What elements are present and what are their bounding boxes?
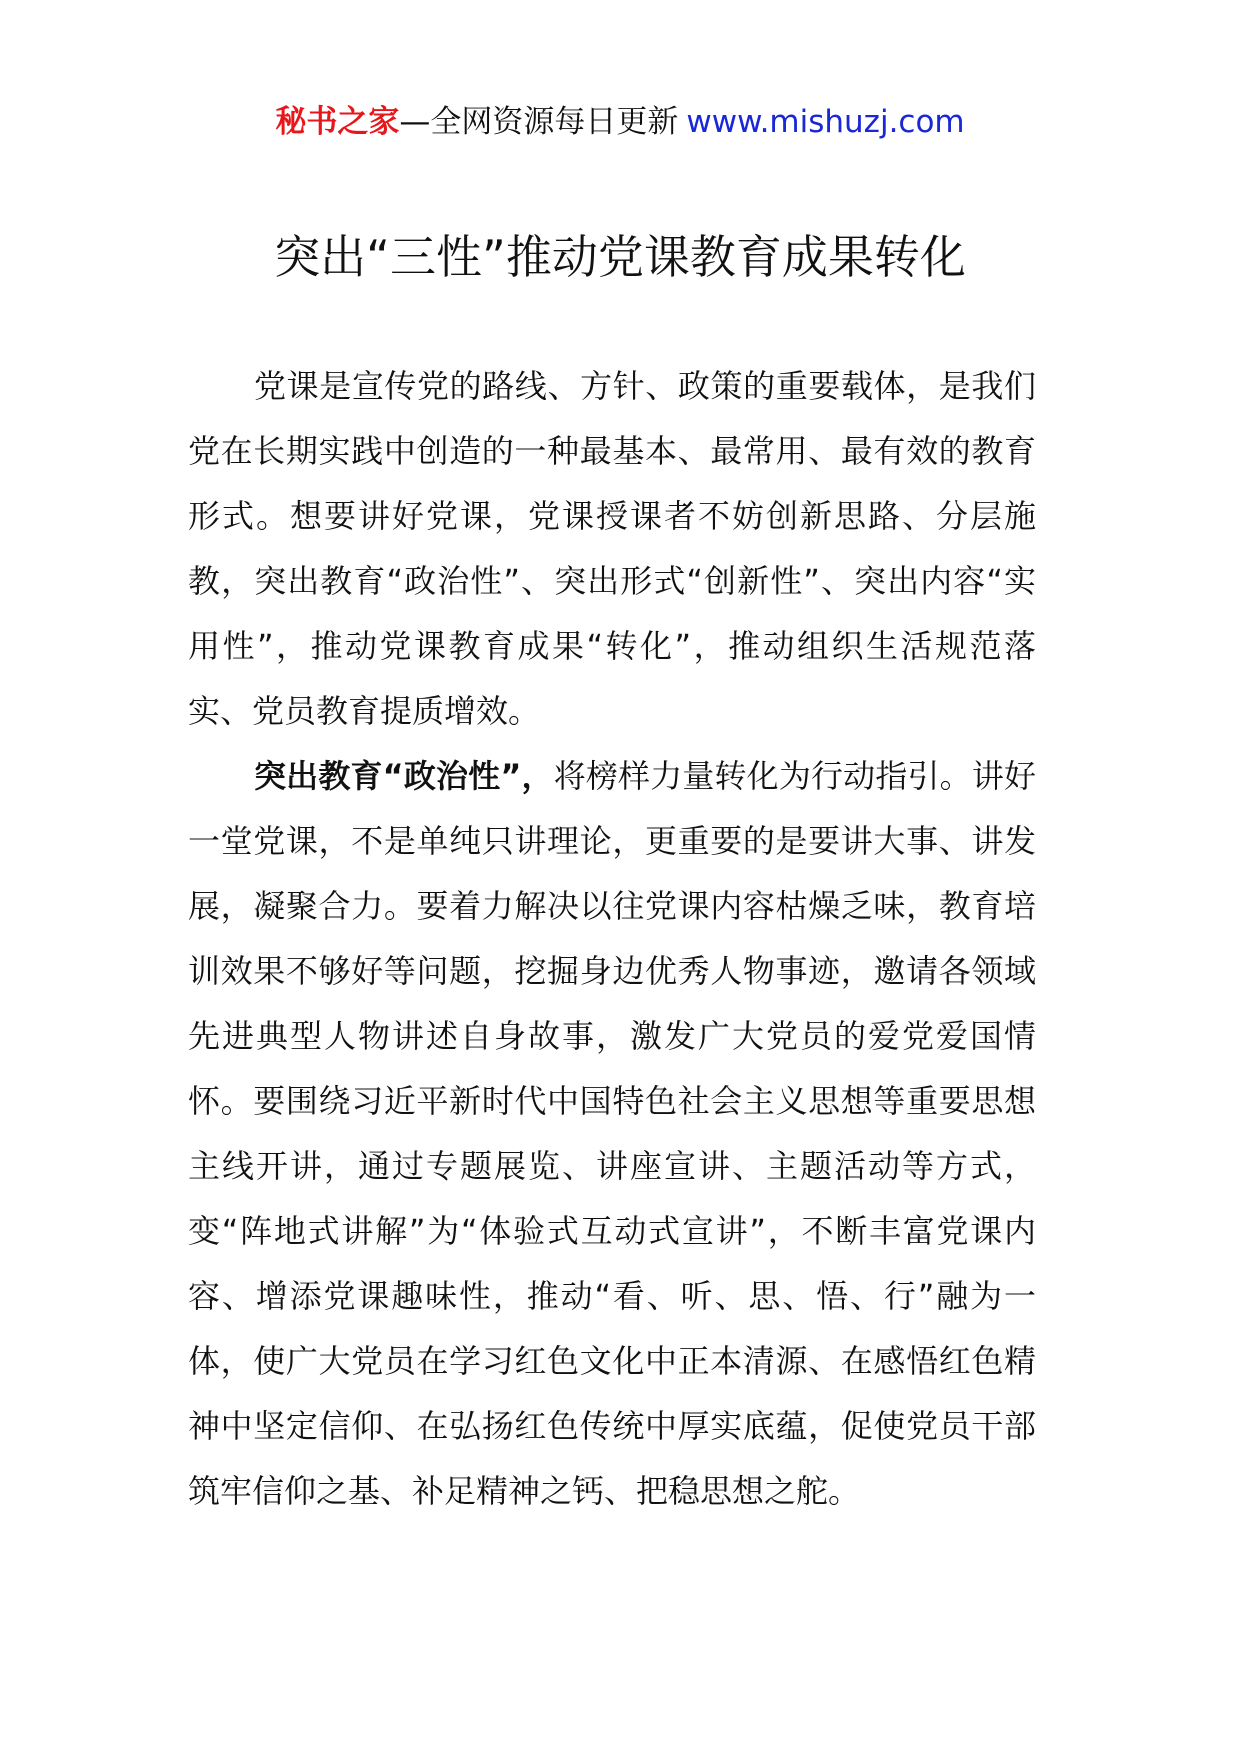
header-tagline: —全网资源每日更新 — [399, 104, 679, 140]
brand-name: 秘书之家 — [275, 104, 400, 140]
site-url-link[interactable]: www.mishuzj.com — [686, 104, 965, 140]
paragraph-2 — [188, 744, 1036, 1524]
document-title: 突出“三性”推动党课教育成果转化 — [274, 230, 966, 284]
site-header — [0, 102, 1240, 142]
paragraph-2-lead: 突出教育“政治性”， — [254, 757, 554, 795]
paragraph-2-text: 将榜样力量转化为行动指引。讲好一堂党课，不是单纯只讲理论，更重要的是要讲大事、讲发展，凝聚合力。要着力解决以往党课内容枯燥乏味，教育培训效果不够好等问题，挖掘身边优秀人物事迹，邀请各领域先进典型人物讲述自身故事，激发广大党员的爱党爱国情怀。要围绕习近平新时代中国特色社会主义思想等重要思想主线开讲，通过专题展览、讲座宣讲、主题活动等方式，变“阵地式讲解”为“体验式互动式宣讲”，不断丰富党课内容、增添党课趣味性，推动“看、听、思、悟、行”融为一体，使广大党员在学习红色文化中正本清源、在感悟红色精神中坚定信仰、在弘扬红色传统中厚实底蕴，促使党员干部筑牢信仰之基、补足精神之钙、把稳思想之舵。 — [188, 757, 1036, 1510]
paragraph-1 — [188, 354, 1036, 744]
document-body — [188, 354, 1036, 1524]
paragraph-1-text: 党课是宣传党的路线、方针、政策的重要载体，是我们党在长期实践中创造的一种最基本、最常用、最有效的教育形式。想要讲好党课，党课授课者不妨创新思路、分层施教，突出教育“政治性”、突出形式“创新性”、突出内容“实用性”，推动党课教育成果“转化”，推动组织生活规范落实、党员教育提质增效。 — [188, 367, 1036, 730]
